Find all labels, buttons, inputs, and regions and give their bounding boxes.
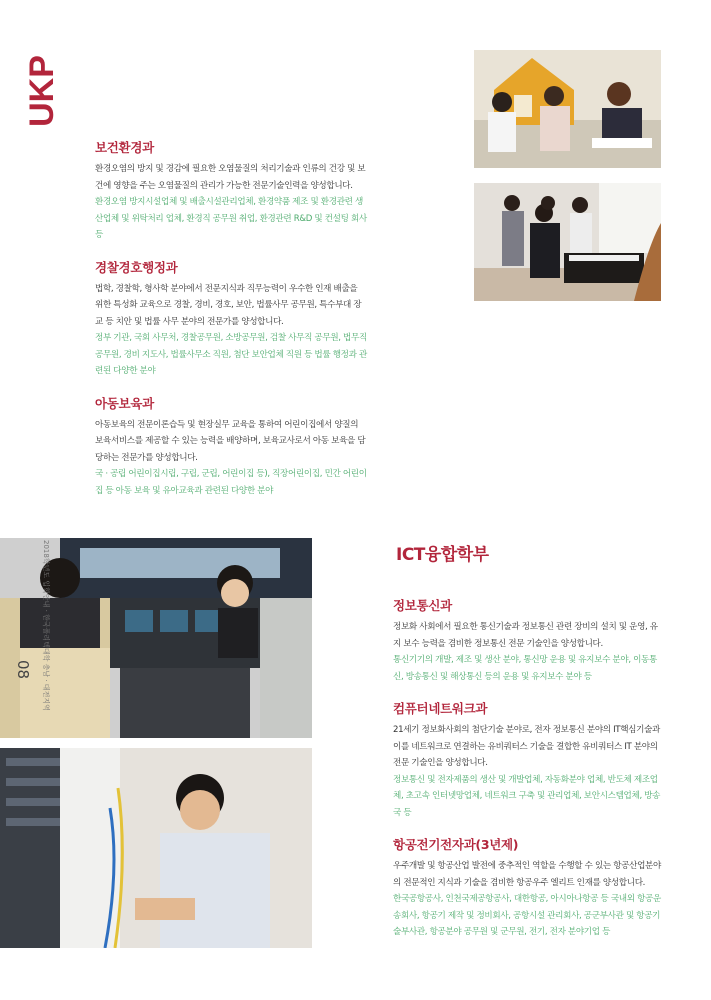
section-jobs: 환경오염 방지시설업체 및 배출시설관리업체, 환경약품 제조 및 환경관련 생산업체 및 위탁처리 업체, 환경직 공무원 취업, 환경관련 R&D 및 컨설팅 회사 등 bbox=[95, 197, 367, 240]
section-desc: 정보화 사회에서 필요한 통신기술과 정보통신 관련 장비의 설치 및 운영, 유지 보수 능력을 겸비한 정보통신 전문 기술인을 양성합니다. bbox=[393, 622, 658, 649]
section-title: 아동보육과 bbox=[95, 395, 154, 411]
section-block bbox=[393, 699, 661, 821]
section-title: 컴퓨터네트워크과 bbox=[393, 701, 488, 716]
section-jobs: 한국공항공사, 인천국제공항공사, 대한항공, 아시아나항공 등 국내외 항공운송회사, 항공기 제작 및 정비회사, 공항시설 관리회사, 공군부사관 및 항공기술부사관, 항공분야 공무원 및 군무원, 전기, 전자 분야기업 등 bbox=[393, 894, 661, 937]
section-block bbox=[95, 138, 367, 244]
right-column bbox=[393, 596, 661, 955]
left-column bbox=[95, 138, 367, 513]
section-jobs: 정보통신 및 전자제품의 생산 및 개발업체, 자동화분야 업체, 반도체 제조업체, 초고속 인터넷망업체, 네트워크 구축 및 관리업체, 보안시스템업체, 방송국 등 bbox=[393, 774, 661, 818]
svg-text:UKP: UKP bbox=[23, 55, 61, 127]
section-desc: 21세기 정보화사회의 첨단기술 분야로, 전자 정보통신 분야의 IT핵심기술과 이를 네트워크로 연결하는 유비쿼터스 기술을 결합한 유비쿼터스 IT 분야의 전문 기술인을 양성합니다. bbox=[393, 725, 660, 768]
section-jobs: 국 · 공립 어린이집시립, 구립, 군립, 어린이집 등), 직장어린이집, 민간 어린이집 등 아동 보육 및 유아교육과 관련된 다양한 분야 bbox=[95, 469, 367, 496]
section-block bbox=[95, 258, 367, 380]
photo-network-technician bbox=[0, 748, 312, 948]
section-block bbox=[393, 835, 661, 941]
ukp-logo bbox=[22, 50, 62, 132]
section-title: 정보통신과 bbox=[393, 598, 452, 613]
section-desc: 법학, 경찰학, 형사학 분야에서 전문지식과 직무능력이 우수한 인재 배출을 위한 특성화 교육으로 경찰, 경비, 경호, 보안, 법률사무 공무원, 특수부대 장교 등 치안 및 법률 사무 분야의 전문가를 양성합니다. bbox=[95, 283, 362, 327]
side-caption: 2018학년도 입학안내 · 한국폴리텍대학 충남 · 대전지역 bbox=[42, 540, 50, 711]
page-number: 08 bbox=[14, 660, 32, 680]
section-jobs: 통신기기의 개발, 제조 및 생산 분야, 통신망 운용 및 유지보수 분야, 이동통신, 방송통신 및 해상통신 등의 운용 및 유지보수 분야 등 bbox=[393, 655, 657, 682]
section-block bbox=[95, 394, 367, 500]
photo-students-piano bbox=[474, 183, 661, 301]
section-block bbox=[393, 596, 661, 685]
section-title: 경찰경호행정과 bbox=[95, 259, 178, 275]
photo-students-house bbox=[474, 50, 661, 168]
section-jobs: 정부 기관, 국회 사무처, 경찰공무원, 소방공무원, 검찰 사무직 공무원, 법무직 공무원, 경비 지도사, 법률사무소 직원, 첨단 보안업체 직원 등 법률 행정과 관련된 다양한 분야 bbox=[95, 333, 367, 376]
section-desc: 우주개발 및 항공산업 발전에 중추적인 역할을 수행할 수 있는 항공산업분야의 전문적인 지식과 기술을 겸비한 항공우주 엘리트 인재를 양성합니다. bbox=[393, 861, 661, 888]
section-title: 보건환경과 bbox=[95, 140, 154, 155]
section-desc: 환경오염의 방지 및 경감에 필요한 오염물질의 처리기술과 인류의 건강 및 보건에 영향을 주는 오염물질의 관리가 가능한 전문기술인력을 양성합니다. bbox=[95, 164, 366, 191]
section-title: 항공전기전자과(3년제) bbox=[393, 837, 519, 852]
section-desc: 아동보육의 전문이론습득 및 현장실무 교육을 통하여 어린이집에서 양질의 보육서비스를 제공할 수 있는 능력을 배양하며, 보육교사로서 아동 보육을 담당하는 전문가를 양성합니다. bbox=[95, 419, 366, 463]
department-title: ICT융합학부 bbox=[396, 545, 489, 565]
